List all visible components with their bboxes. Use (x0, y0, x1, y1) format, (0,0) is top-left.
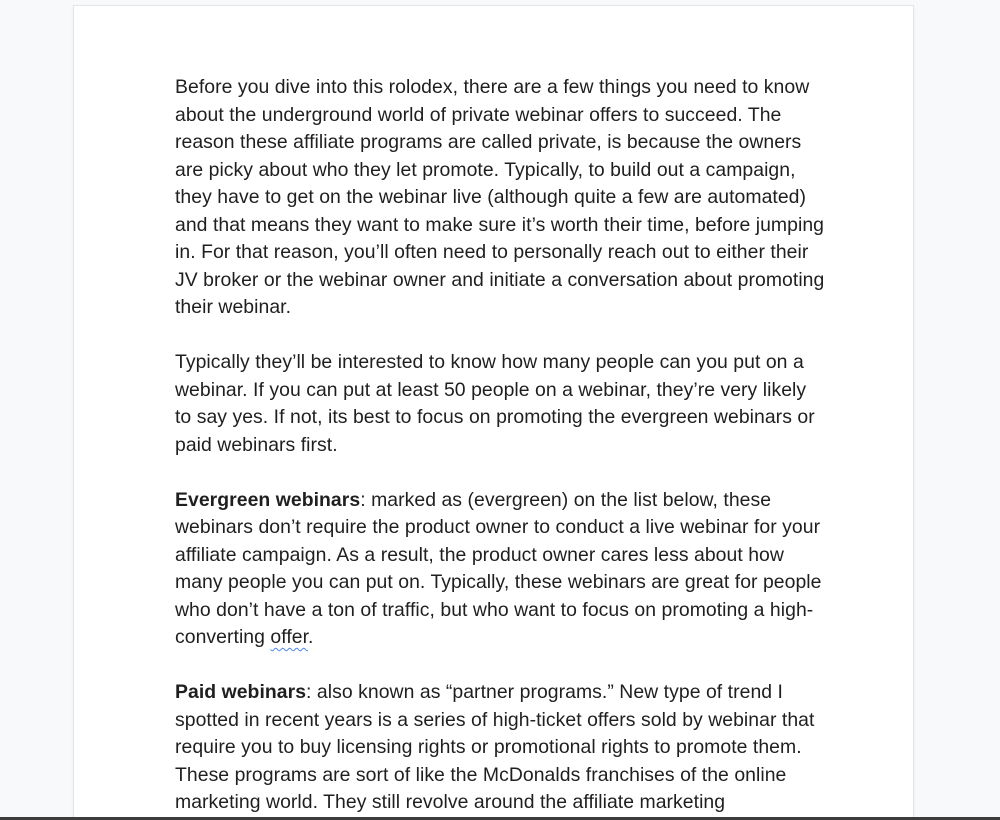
paragraph-intro-text: Before you dive into this rolodex, there are a few things you need to know about the underground world of private webinar offers to succeed. The reason these affiliate programs are called private, is because the owners are picky about who they let promote. Typically, to build out a campaign, they have to get on the webinar live (although quite a few are automated) and that means they want to make sure it’s worth their time, before jumping in. For that reason, you’ll often need to personally reach out to either their JV broker or the webinar owner and initiate a conversation about promoting their webinar. (175, 76, 825, 318)
paid-heading: Paid webinars (175, 681, 307, 703)
paid-text: : also known as “partner programs.” New type of trend I spotted in recent years is a series of high-ticket offers sold by webinar that require you to buy licensing rights or promotional rights to promote them. These programs are sort of like the McDonalds franchises of the online marketing world. They still revolve around the affiliate marketing (175, 681, 815, 813)
paragraph-evergreen (175, 487, 825, 652)
evergreen-text-end: . (308, 626, 314, 648)
evergreen-text: : marked as (evergreen) on the list below, these webinars don’t require the product owner to conduct a live webinar for your affiliate campaign. As a result, the product owner cares less about how many people you can put on. Typically, these webinars are great for people who don’t have a ton of traffic, but who want to focus on promoting a high-converting (175, 488, 822, 648)
document-page[interactable] (74, 6, 913, 820)
spellcheck-flagged-word[interactable]: offer (270, 626, 309, 648)
paragraph-audience-text: Typically they’ll be interested to know how many people can you put on a webinar. If you can put at least 50 people on a webinar, they’re very likely to say yes. If not, its best to focus on promoting the evergreen webinars or paid webinars first. (175, 351, 815, 456)
evergreen-heading: Evergreen webinars (175, 488, 361, 511)
document-body[interactable] (175, 74, 825, 820)
paragraph-paid (175, 679, 825, 817)
paragraph-intro (175, 74, 825, 322)
paragraph-audience (175, 349, 825, 459)
